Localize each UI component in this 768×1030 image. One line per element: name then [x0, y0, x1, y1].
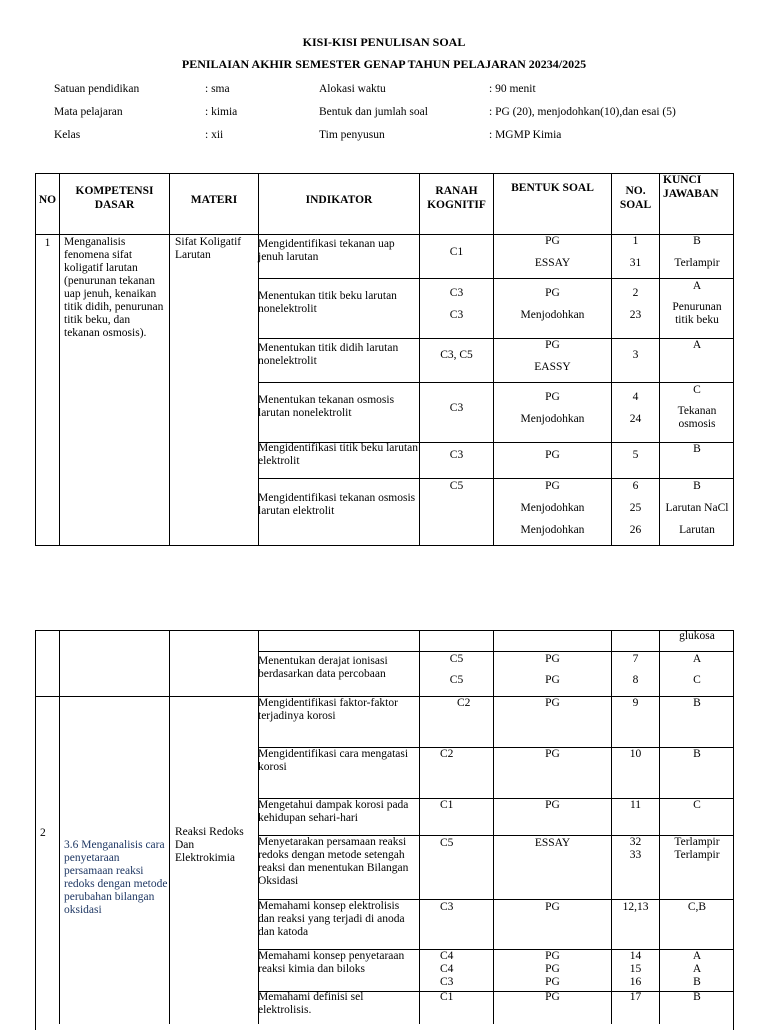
ranah: C1: [449, 246, 464, 258]
indikator: Menentukan derajat ionisasi berdasarkan data percobaan: [258, 655, 388, 680]
ranah: C3: [449, 402, 464, 414]
bentuk: PG: [545, 449, 560, 461]
ranah: C3: [449, 449, 464, 461]
kunci: B: [693, 443, 701, 455]
no-soal: 7: [632, 653, 639, 665]
ranah: C1: [440, 799, 454, 811]
bentuk-label: Bentuk dan jumlah soal: [319, 106, 428, 118]
ranah: C2: [440, 748, 454, 760]
bentuk: PG: [545, 901, 560, 913]
col-header-ranah: RANAH KOGNITIF: [427, 185, 486, 211]
col-header-kunci: KUNCI JAWABAN: [663, 174, 719, 200]
kunci: A: [692, 950, 702, 962]
materi: Reaksi Redoks Dan Elektrokimia: [175, 826, 244, 864]
kelas-value: : xii: [205, 129, 224, 141]
ranah: C3: [449, 287, 464, 299]
col-header-materi: MATERI: [190, 194, 238, 206]
tim-value: : MGMP Kimia: [489, 129, 562, 141]
indikator: Mengidentifikasi tekanan uap jenuh larutan: [258, 238, 395, 263]
ranah: C2: [457, 697, 471, 709]
bentuk: PG: [545, 674, 560, 686]
no-soal: 33: [629, 849, 642, 861]
no-soal: 14: [629, 950, 642, 962]
no-soal: 10: [629, 748, 642, 760]
kunci: B: [693, 991, 701, 1003]
bentuk: ESSAY: [534, 837, 571, 849]
indikator: Memahami konsep penyetaraan reaksi kimia dan biloks: [258, 950, 405, 975]
no-soal: 2: [632, 287, 639, 299]
kunci: Penurunan titik beku: [672, 301, 722, 326]
mapel-label: Mata pelajaran: [54, 106, 123, 118]
col-header-nosoal: NO. SOAL: [619, 185, 652, 211]
no-soal: 15: [629, 963, 642, 975]
kunci: Terlampir: [674, 849, 720, 861]
no-soal: 5: [632, 449, 639, 461]
no-soal: 16: [629, 976, 642, 988]
no-soal: 32: [629, 836, 642, 848]
kelas-label: Kelas: [54, 129, 81, 141]
no-soal: 17: [629, 991, 642, 1003]
no-soal: 25: [629, 502, 642, 514]
kunci: Terlampir: [674, 836, 720, 848]
satuan-value: : sma: [205, 83, 230, 95]
kunci: C: [693, 674, 701, 686]
indikator: Mengidentifikasi tekanan osmosis larutan elektrolit: [258, 492, 416, 517]
kunci: A: [692, 280, 702, 292]
ranah: C5: [440, 837, 454, 849]
indikator: Mengidentifikasi cara mengatasi korosi: [258, 748, 409, 773]
document-subtitle: PENILAIAN AKHIR SEMESTER GENAP TAHUN PELAJARAN 20234/2025: [181, 57, 587, 71]
no-soal: 4: [632, 391, 639, 403]
ranah: C4: [440, 950, 454, 962]
ranah: C4: [440, 963, 454, 975]
no-soal: 12,13: [622, 901, 649, 913]
indikator: Menentukan titik didih larutan nonelektrolit: [258, 342, 399, 367]
ranah: C1: [440, 991, 454, 1003]
no-soal: 9: [632, 697, 639, 709]
bentuk: PG: [545, 950, 560, 962]
kunci: glukosa: [679, 630, 715, 642]
indikator: Menentukan tekanan osmosis larutan nonelektrolit: [258, 394, 395, 419]
tim-label: Tim penyusun: [319, 129, 385, 141]
kunci: C,B: [687, 901, 707, 913]
bentuk: PG: [545, 799, 560, 811]
alokasi-value: : 90 menit: [489, 83, 536, 95]
kunci: B: [693, 976, 701, 988]
bentuk: Menjodohkan: [520, 524, 585, 536]
ranah: C5: [449, 480, 464, 492]
bentuk: PG: [545, 748, 560, 760]
no-soal: 1: [632, 235, 639, 247]
bentuk: PG: [545, 991, 560, 1003]
ranah: C3: [440, 901, 454, 913]
no-soal: 23: [629, 309, 642, 321]
bentuk: PG: [545, 976, 560, 988]
kunci: A: [692, 339, 702, 351]
indikator: Menyetarakan persamaan reaksi redoks dengan metode setengah reaksi dan menentukan Bilangan Oksidasi: [258, 836, 409, 887]
kunci: C: [693, 384, 701, 396]
bentuk: Menjodohkan: [520, 309, 585, 321]
document-title: KISI-KISI PENULISAN SOAL: [302, 35, 466, 49]
ranah: C5: [449, 653, 464, 665]
indikator: Menentukan titik beku larutan nonelektrolit: [258, 290, 397, 315]
row-no: 2: [40, 827, 46, 839]
alokasi-label: Alokasi waktu: [319, 83, 386, 95]
bentuk: EASSY: [534, 361, 571, 373]
ranah: C3: [449, 309, 464, 321]
bentuk-value: : PG (20), menjodohkan(10),dan esai (5): [489, 106, 676, 118]
kunci: Larutan NaCl: [665, 502, 729, 514]
col-header-bentuk: BENTUK SOAL: [511, 182, 594, 194]
bentuk: PG: [545, 391, 560, 403]
no-soal: 8: [632, 674, 639, 686]
ranah: C5: [449, 674, 464, 686]
no-soal: 24: [629, 413, 642, 425]
no-soal: 11: [629, 799, 642, 811]
kunci: B: [693, 748, 701, 760]
kunci: A: [692, 653, 702, 665]
kunci: B: [693, 480, 701, 492]
col-header-no: NO: [38, 194, 57, 206]
kunci: B: [693, 697, 701, 709]
satuan-label: Satuan pendidikan: [54, 83, 140, 95]
no-soal: 26: [629, 524, 642, 536]
indikator: Mengidentifikasi titik beku larutan elektrolit: [258, 442, 419, 467]
bentuk: Menjodohkan: [520, 502, 585, 514]
col-header-indikator: INDIKATOR: [305, 194, 373, 206]
kompetensi-dasar: 3.6 Menganalisis cara penyetaraan persamaan reaksi redoks dengan metode perubahan bilangan oksidasi: [64, 839, 168, 916]
bentuk: PG: [545, 697, 560, 709]
kunci: B: [693, 235, 701, 247]
bentuk: PG: [545, 480, 560, 492]
kunci: Tekanan osmosis: [677, 405, 717, 430]
kunci: A: [692, 963, 702, 975]
indikator: Mengetahui dampak korosi pada kehidupan sehari-hari: [258, 799, 409, 824]
bentuk: ESSAY: [534, 257, 571, 269]
row-no: 1: [44, 237, 51, 249]
no-soal: 3: [632, 349, 639, 361]
indikator: Mengidentifikasi faktor-faktor terjadinya korosi: [258, 697, 398, 722]
mapel-value: : kimia: [205, 106, 238, 118]
bentuk: PG: [545, 653, 560, 665]
no-soal: 6: [632, 480, 639, 492]
bentuk: PG: [545, 287, 560, 299]
bentuk: Menjodohkan: [520, 413, 585, 425]
bentuk: PG: [545, 339, 560, 351]
col-header-kompetensi: KOMPETENSI DASAR: [75, 185, 154, 211]
kunci: C: [693, 799, 701, 811]
kompetensi-dasar: Menganalisis fenomena sifat koligatif larutan (penurunan tekanan uap jenuh, kenaikan titik didih, penurunan titik beku, dan tekanan osmosis).: [64, 236, 164, 339]
bentuk: PG: [545, 963, 560, 975]
kunci: Terlampir: [674, 257, 720, 269]
bentuk: PG: [545, 235, 560, 247]
kunci: Larutan: [679, 524, 715, 536]
ranah: C3, C5: [440, 349, 473, 361]
indikator: Memahami konsep elektrolisis dan reaksi yang terjadi di anoda dan katoda: [258, 900, 405, 938]
ranah: C3: [440, 976, 454, 988]
no-soal: 31: [629, 257, 642, 269]
materi: Sifat Koligatif Larutan: [175, 236, 242, 261]
indikator: Memahami definisi sel elektrolisis.: [258, 991, 364, 1016]
